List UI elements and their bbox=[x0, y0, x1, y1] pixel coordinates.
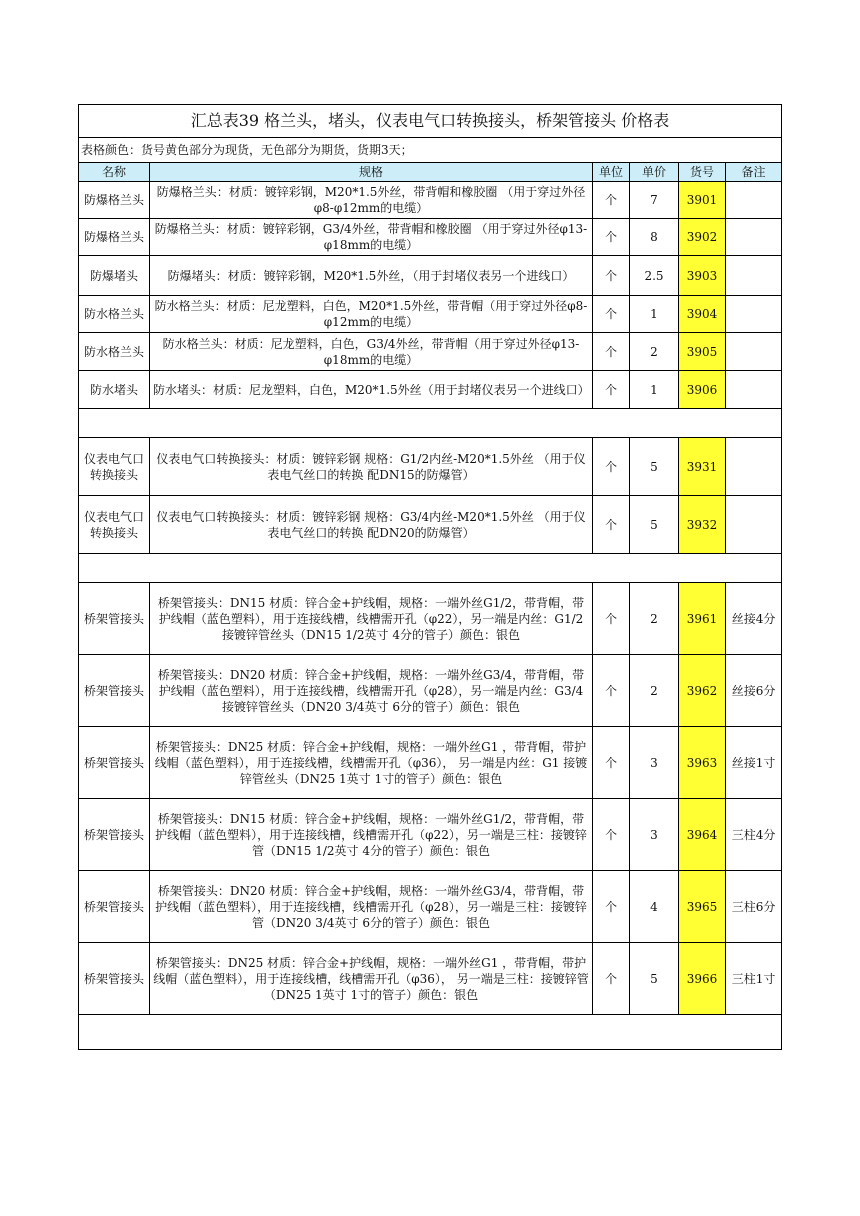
row-spec: 防爆堵头：材质：镀锌彩钢，M20*1.5外丝，（用于封堵仪表另一个进线口） bbox=[150, 256, 593, 296]
row-spec: 防爆格兰头：材质：镀锌彩钢，M20*1.5外丝，带背帽和橡胶圈 （用于穿过外径φ8-φ12mm的电缆） bbox=[150, 182, 593, 219]
row-spec: 防水格兰头：材质：尼龙塑料，白色，G3/4外丝，带背帽（用于穿过外径φ13-φ18mm的电缆） bbox=[150, 333, 593, 371]
table-row bbox=[79, 655, 782, 727]
row-unit: 个 bbox=[593, 943, 630, 1015]
row-remark bbox=[726, 182, 782, 219]
row-code: 3932 bbox=[679, 496, 726, 554]
row-unit: 个 bbox=[593, 219, 630, 256]
blank-footer-row bbox=[79, 1015, 782, 1050]
row-price: 3 bbox=[630, 799, 679, 871]
row-name: 仪表电气口转换接头 bbox=[79, 438, 150, 496]
row-name: 防爆格兰头 bbox=[79, 182, 150, 219]
row-name: 仪表电气口转换接头 bbox=[79, 496, 150, 554]
blank-separator-row bbox=[79, 409, 782, 438]
row-code: 3901 bbox=[679, 182, 726, 219]
row-name: 桥架管接头 bbox=[79, 943, 150, 1015]
row-price: 2 bbox=[630, 583, 679, 655]
row-code: 3964 bbox=[679, 799, 726, 871]
title-row bbox=[79, 105, 782, 138]
table-row bbox=[79, 296, 782, 333]
row-price: 1 bbox=[630, 296, 679, 333]
row-remark: 三柱6分 bbox=[726, 871, 782, 943]
row-remark bbox=[726, 256, 782, 296]
table-row bbox=[79, 182, 782, 219]
row-name: 桥架管接头 bbox=[79, 799, 150, 871]
row-code: 3902 bbox=[679, 219, 726, 256]
row-price: 4 bbox=[630, 871, 679, 943]
row-price: 2.5 bbox=[630, 256, 679, 296]
header-row bbox=[79, 163, 782, 182]
table-row bbox=[79, 438, 782, 496]
row-remark: 丝接4分 bbox=[726, 583, 782, 655]
header-name: 名称 bbox=[79, 163, 150, 182]
row-unit: 个 bbox=[593, 182, 630, 219]
row-spec: 防水格兰头：材质：尼龙塑料，白色，M20*1.5外丝，带背帽（用于穿过外径φ8-φ12mm的电缆） bbox=[150, 296, 593, 333]
row-spec: 防水堵头：材质：尼龙塑料，白色，M20*1.5外丝（用于封堵仪表另一个进线口） bbox=[150, 371, 593, 409]
row-name: 防水格兰头 bbox=[79, 333, 150, 371]
row-unit: 个 bbox=[593, 496, 630, 554]
row-code: 3903 bbox=[679, 256, 726, 296]
color-note: 表格颜色：货号黄色部分为现货，无色部分为期货，货期3天； bbox=[79, 138, 782, 163]
row-code: 3905 bbox=[679, 333, 726, 371]
table-row bbox=[79, 799, 782, 871]
row-name: 防水堵头 bbox=[79, 371, 150, 409]
table-row bbox=[79, 333, 782, 371]
row-name: 桥架管接头 bbox=[79, 871, 150, 943]
row-spec: 防爆格兰头：材质：镀锌彩钢，G3/4外丝，带背帽和橡胶圈 （用于穿过外径φ13-φ18mm的电缆） bbox=[150, 219, 593, 256]
row-unit: 个 bbox=[593, 371, 630, 409]
table-row bbox=[79, 943, 782, 1015]
table-row bbox=[79, 219, 782, 256]
row-spec: 桥架管接头：DN15 材质：锌合金+护线帽，规格：一端外丝G1/2，带背帽，带护线帽（蓝色塑料），用于连接线槽，线槽需开孔（φ22），另一端是三柱：接镀锌管（DN15 1/2英寸 4分的管子）颜色：银色 bbox=[150, 799, 593, 871]
row-unit: 个 bbox=[593, 727, 630, 799]
row-remark bbox=[726, 296, 782, 333]
row-price: 2 bbox=[630, 655, 679, 727]
header-remark: 备注 bbox=[726, 163, 782, 182]
row-unit: 个 bbox=[593, 799, 630, 871]
header-code: 货号 bbox=[679, 163, 726, 182]
table-row bbox=[79, 371, 782, 409]
row-price: 3 bbox=[630, 727, 679, 799]
row-code: 3931 bbox=[679, 438, 726, 496]
row-unit: 个 bbox=[593, 296, 630, 333]
table-row bbox=[79, 496, 782, 554]
table-row bbox=[79, 871, 782, 943]
row-name: 桥架管接头 bbox=[79, 727, 150, 799]
row-unit: 个 bbox=[593, 655, 630, 727]
row-spec: 桥架管接头：DN15 材质：锌合金+护线帽，规格：一端外丝G1/2，带背帽，带护线帽（蓝色塑料），用于连接线槽，线槽需开孔（φ22），另一端是内丝：G1/2 接镀锌管丝头（DN15 1/2英寸 4分的管子）颜色：银色 bbox=[150, 583, 593, 655]
table-row bbox=[79, 583, 782, 655]
row-price: 8 bbox=[630, 219, 679, 256]
row-code: 3965 bbox=[679, 871, 726, 943]
price-sheet bbox=[78, 104, 781, 1050]
price-table bbox=[78, 104, 782, 1050]
row-unit: 个 bbox=[593, 583, 630, 655]
row-spec: 桥架管接头：DN25 材质：锌合金+护线帽，规格：一端外丝G1 ，带背帽，带护线帽（蓝色塑料），用于连接线槽，线槽需开孔（φ36）， 另一端是内丝：G1 接镀锌管丝头（DN25 1英寸 1寸的管子）颜色：银色 bbox=[150, 727, 593, 799]
row-name: 防爆格兰头 bbox=[79, 219, 150, 256]
row-code: 3963 bbox=[679, 727, 726, 799]
row-name: 防水格兰头 bbox=[79, 296, 150, 333]
note-row bbox=[79, 138, 782, 163]
row-price: 2 bbox=[630, 333, 679, 371]
row-name: 桥架管接头 bbox=[79, 655, 150, 727]
row-remark: 三柱1寸 bbox=[726, 943, 782, 1015]
row-code: 3906 bbox=[679, 371, 726, 409]
header-spec: 规格 bbox=[150, 163, 593, 182]
row-unit: 个 bbox=[593, 438, 630, 496]
table-title: 汇总表39 格兰头，堵头，仪表电气口转换接头，桥架管接头 价格表 bbox=[79, 105, 782, 138]
row-spec: 桥架管接头：DN25 材质：锌合金+护线帽，规格：一端外丝G1 ，带背帽，带护线帽（蓝色塑料），用于连接线槽，线槽需开孔（φ36）， 另一端是三柱：接镀锌管（DN25 1英寸 1寸的管子）颜色：银色 bbox=[150, 943, 593, 1015]
row-remark bbox=[726, 496, 782, 554]
row-unit: 个 bbox=[593, 871, 630, 943]
row-name: 防爆堵头 bbox=[79, 256, 150, 296]
row-remark bbox=[726, 219, 782, 256]
row-price: 5 bbox=[630, 438, 679, 496]
table-row bbox=[79, 727, 782, 799]
row-remark bbox=[726, 371, 782, 409]
row-price: 5 bbox=[630, 496, 679, 554]
header-unit: 单位 bbox=[593, 163, 630, 182]
row-code: 3904 bbox=[679, 296, 726, 333]
row-price: 1 bbox=[630, 371, 679, 409]
row-spec: 仪表电气口转换接头：材质：镀锌彩钢 规格：G3/4内丝-M20*1.5外丝 （用于仪表电气丝口的转换 配DN20的防爆管） bbox=[150, 496, 593, 554]
table-row bbox=[79, 256, 782, 296]
row-spec: 桥架管接头：DN20 材质：锌合金+护线帽，规格：一端外丝G3/4，带背帽，带护线帽（蓝色塑料），用于连接线槽，线槽需开孔（φ28），另一端是内丝：G3/4 接镀锌管丝头（DN20 3/4英寸 6分的管子）颜色：银色 bbox=[150, 655, 593, 727]
blank-separator-row bbox=[79, 554, 782, 583]
row-remark: 三柱4分 bbox=[726, 799, 782, 871]
row-code: 3966 bbox=[679, 943, 726, 1015]
row-unit: 个 bbox=[593, 256, 630, 296]
row-remark bbox=[726, 333, 782, 371]
row-price: 5 bbox=[630, 943, 679, 1015]
row-unit: 个 bbox=[593, 333, 630, 371]
row-remark: 丝接1寸 bbox=[726, 727, 782, 799]
row-remark: 丝接6分 bbox=[726, 655, 782, 727]
row-spec: 仪表电气口转换接头：材质：镀锌彩钢 规格：G1/2内丝-M20*1.5外丝 （用于仪表电气丝口的转换 配DN15的防爆管） bbox=[150, 438, 593, 496]
row-remark bbox=[726, 438, 782, 496]
row-code: 3961 bbox=[679, 583, 726, 655]
header-price: 单价 bbox=[630, 163, 679, 182]
row-name: 桥架管接头 bbox=[79, 583, 150, 655]
row-spec: 桥架管接头：DN20 材质：锌合金+护线帽，规格：一端外丝G3/4，带背帽，带护线帽（蓝色塑料），用于连接线槽，线槽需开孔（φ28），另一端是三柱：接镀锌管（DN20 3/4英寸 6分的管子）颜色：银色 bbox=[150, 871, 593, 943]
row-code: 3962 bbox=[679, 655, 726, 727]
row-price: 7 bbox=[630, 182, 679, 219]
